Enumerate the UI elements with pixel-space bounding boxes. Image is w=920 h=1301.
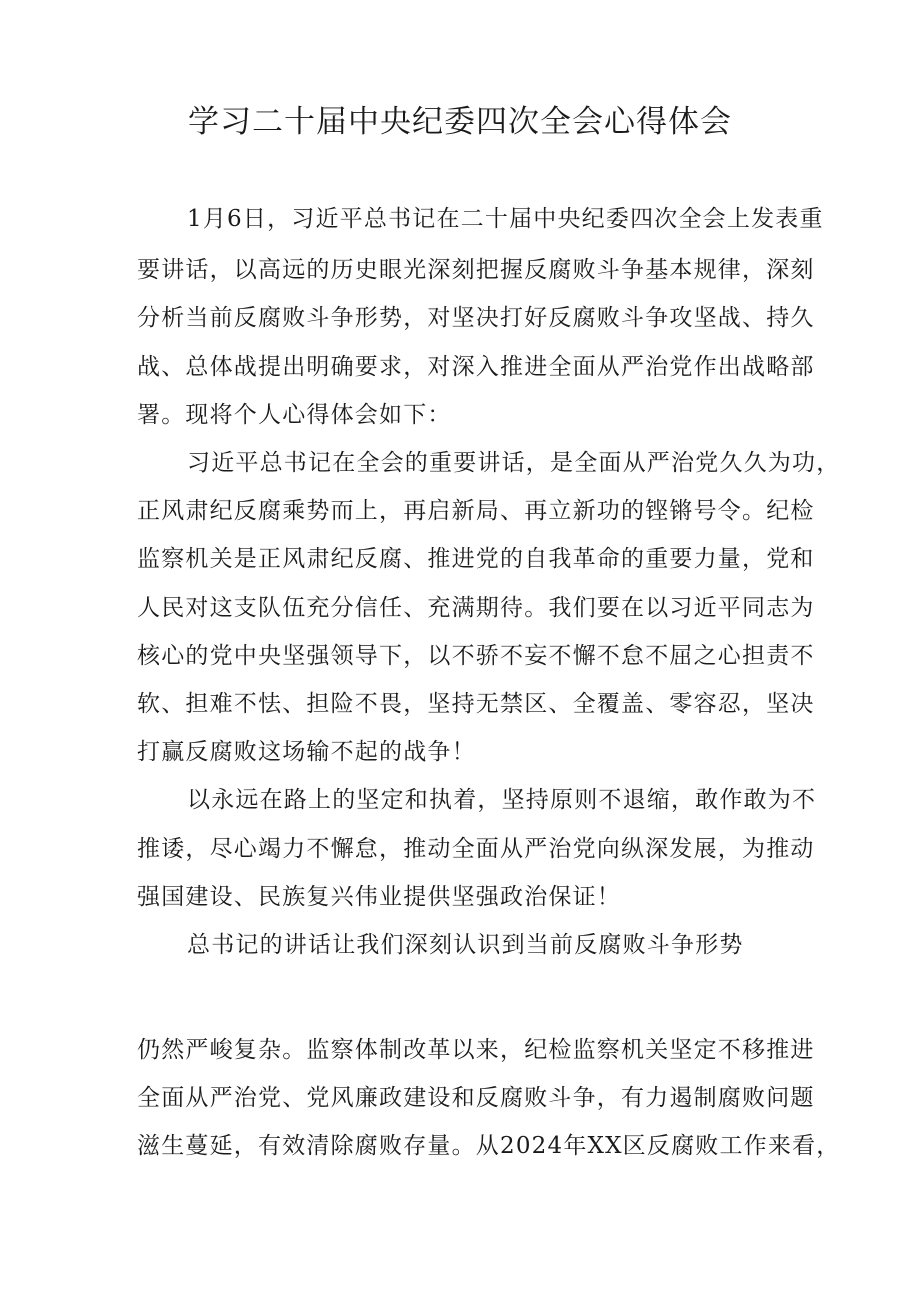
text-line: 软、担难不怯、担险不畏，坚持无禁区、全覆盖、零容忍，坚决 [137, 691, 815, 717]
text-line: 仍然严峻复杂。监察体制改革以来，纪检监察机关坚定不移推进 [137, 1037, 815, 1063]
text-line: 人民对这支队伍充分信任、充满期待。我们要在以习近平同志为 [137, 595, 815, 621]
text-line: 战、总体战提出明确要求，对深入推进全面从严治党作出战略部 [137, 354, 815, 380]
text-line: 强国建设、民族复兴伟业提供坚强政治保证！ [137, 884, 621, 910]
text-line: 总书记的讲话让我们深刻认识到当前反腐败斗争形势 [187, 932, 744, 958]
text-line: 1月6日，习近平总书记在二十届中央纪委四次全会上发表重 [187, 206, 824, 232]
document-title: 学习二十届中央纪委四次全会心得体会 [188, 104, 732, 140]
text-line: 署。现将个人心得体会如下： [137, 402, 452, 428]
text-line: 滋生蔓延，有效清除腐败存量。从2024年XX区反腐败工作来看， [137, 1133, 841, 1159]
text-line: 推诿，尽心竭力不懈怠，推动全面从严治党向纵深发展，为推动 [137, 836, 815, 862]
text-line: 正风肃纪反腐乘势而上，再启新局、再立新功的铿锵号令。纪检 [137, 498, 815, 524]
text-line: 以永远在路上的坚定和执着，坚持原则不退缩，敢作敢为不 [187, 787, 817, 813]
text-line: 全面从严治党、党风廉政建设和反腐败斗争，有力遏制腐败问题 [137, 1085, 815, 1111]
text-line: 习近平总书记在全会的重要讲话，是全面从严治党久久为功， [187, 450, 841, 476]
text-line: 监察机关是正风肃纪反腐、推进党的自我革命的重要力量，党和 [137, 546, 815, 572]
text-line: 打赢反腐败这场输不起的战争！ [137, 739, 476, 765]
text-line: 分析当前反腐败斗争形势，对坚决打好反腐败斗争攻坚战、持久 [137, 305, 815, 331]
text-line: 要讲话，以高远的历史眼光深刻把握反腐败斗争基本规律，深刻 [137, 257, 815, 283]
text-line: 核心的党中央坚强领导下，以不骄不妄不懈不怠不屈之心担责不 [137, 643, 815, 669]
